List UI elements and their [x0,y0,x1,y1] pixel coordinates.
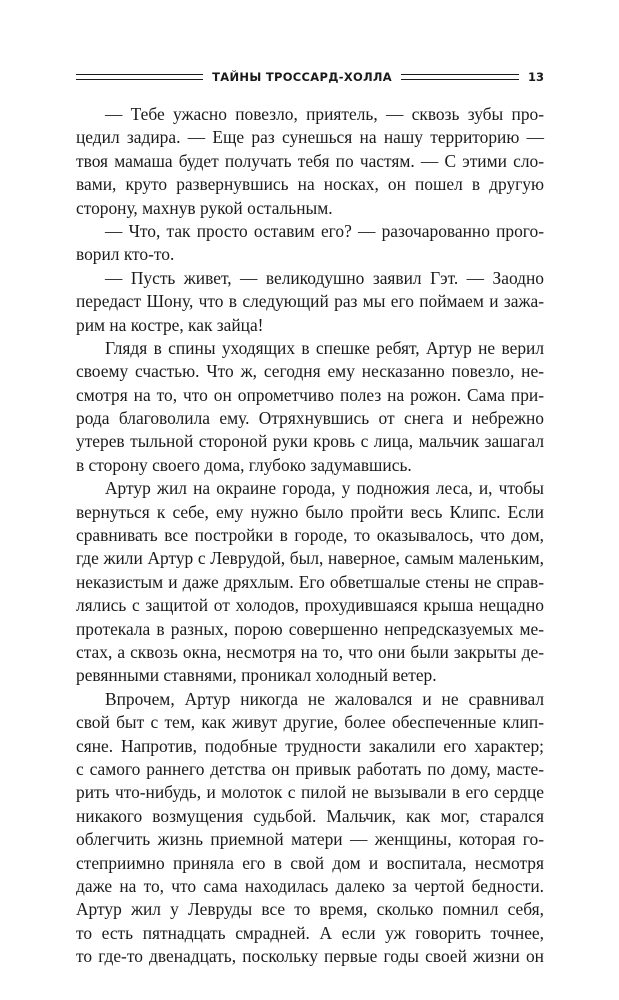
text-line: в сторону своего дома, глубоко задумавшись. [76,454,412,475]
text-line: твоя мамаша будет получать тебя по частям. — С этими сло- [76,150,544,171]
text-line: стах, а сквозь окна, несмотря на то, что они были закрыты де- [76,641,544,662]
text-line: рить что-нибудь, и молоток с пилой не вызывали в его сердце [76,782,544,803]
text-line: Глядя в спины уходящих в спешке ребят, Артур не верил [105,337,544,358]
text-line: смотря на то, что он опрометчиво полез на рожон. Сама при- [76,384,544,405]
paragraph [76,337,544,477]
text-line: Впрочем, Артур никогда не жаловался и не сравнивал [105,688,544,709]
running-head-title: ТАЙНЫ ТРОССАРД-ХОЛЛА [212,70,392,84]
text-line: сяне. Напротив, подобные трудности закалили его характер; [76,735,544,756]
text-line: своему счастью. Что ж, сегодня ему несказанно повезло, не- [76,361,544,382]
body-text [76,103,544,968]
text-line: степриимно приняла его в свой дом и воспитала, несмотря [76,852,544,873]
text-line: свой быт с тем, как живут другие, более обеспеченные клип- [76,712,544,733]
text-line: передаст Шону, что в следующий раз мы его поймаем и зажа- [76,291,544,312]
paragraph [76,103,544,220]
text-line: рода благоволила ему. Отряхнувшись от снега и небрежно [76,408,544,429]
paragraph [76,267,544,337]
text-line: Артур жил на окраине города, у подножия леса, и, чтобы [105,478,544,499]
text-line: лялись с защитой от холодов, прохудившаяся крыша нещадно [76,595,544,616]
text-line: вами, круто развернувшись на носках, он пошел в другую [76,174,544,195]
running-header [76,66,544,88]
text-line: ревянными ставнями, проникал холодный ветер. [76,665,437,686]
text-line: — Что, так просто оставим его? — разочарованно прого- [105,220,544,241]
text-line: ворил кто-то. [76,244,175,265]
text-line: Артур жил у Левруды все то время, сколько помнил себя, [76,899,544,920]
text-line: протекала в разных, порою совершенно непредсказуемых ме- [76,618,544,639]
paragraph [76,220,544,267]
header-rule-right [401,74,519,80]
text-line: то есть пятнадцать смрадней. А если уж говорить точнее, [76,922,544,943]
text-line: сравнивать все постройки в городе, то оказывалось, что дом, [76,525,544,546]
text-line: — Пусть живет, — великодушно заявил Гэт. — Заодно [105,267,544,288]
paragraph [76,688,544,969]
text-line: цедил задира. — Еще раз сунешься на нашу территорию — [76,127,544,148]
text-line: где жили Артур с Леврудой, был, наверное, самым маленьким, [76,548,544,569]
text-line: рим на костре, как зайца! [76,314,264,335]
text-line: с самого раннего детства он привык работать по дому, масте- [76,758,544,779]
header-rule-left [76,74,203,80]
text-line: утерев тыльной стороной руки кровь с лица, мальчик зашагал [76,431,544,452]
text-line: никакого возмущения судьбой. Мальчик, как мог, старался [76,805,544,826]
text-line: то где-то двенадцать, поскольку первые годы своей жизни он [76,946,544,967]
page-number: 13 [527,70,544,84]
text-line: даже на то, что сама находилась далеко за чертой бедности. [76,875,544,896]
text-line: вернуться к себе, ему нужно было пройти весь Клипс. Если [76,501,544,522]
text-line: — Тебе ужасно повезло, приятель, — сквозь зубы про- [105,104,544,124]
text-line: облегчить жизнь приемной матери — женщины, которая го- [76,829,544,850]
text-line: сторону, махнув рукой остальным. [76,197,333,218]
text-line: неказистым и даже дряхлым. Его обветшалые стены не справ- [76,571,544,592]
paragraph [76,477,544,688]
